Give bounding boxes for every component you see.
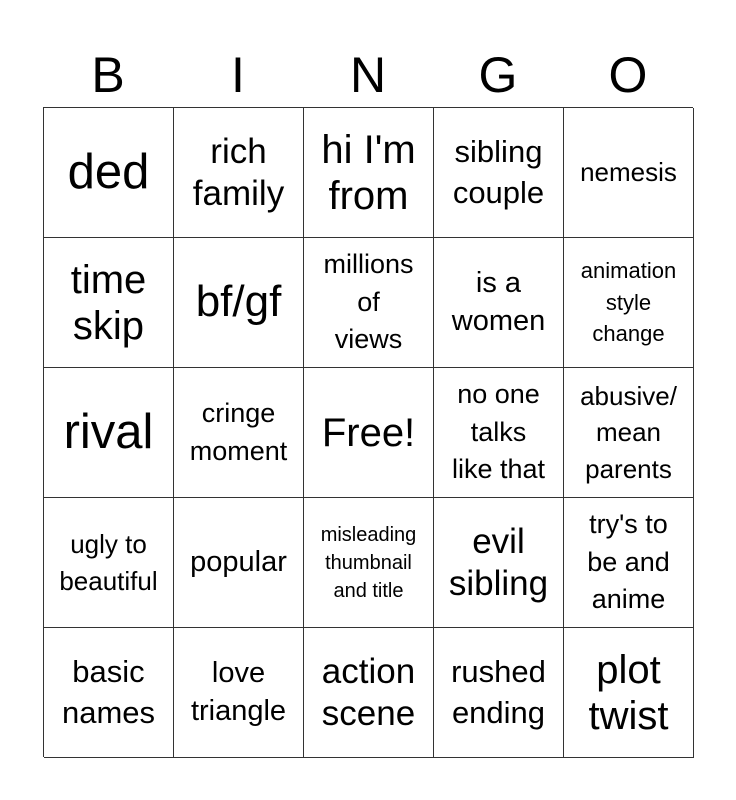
bingo-cell-r2c5[interactable] (564, 238, 694, 368)
bingo-cell-r5c3[interactable] (304, 628, 434, 758)
bingo-cell-r1c4[interactable] (434, 108, 564, 238)
bingo-cell-r2c2[interactable] (174, 238, 304, 368)
bingo-cell-r3c4[interactable] (434, 368, 564, 498)
bingo-cell-r1c1[interactable] (44, 108, 174, 238)
bingo-cell-r2c3[interactable] (304, 238, 434, 368)
bingo-cell-r3c2[interactable] (174, 368, 304, 498)
bingo-cell-r4c3[interactable] (304, 498, 434, 628)
cell-text: ded (67, 145, 150, 200)
cell-text: animation style change (580, 257, 677, 347)
cell-text: cringe moment (189, 397, 288, 466)
cell-text: is a women (451, 266, 546, 337)
bingo-grid (43, 107, 693, 757)
cell-text: bf/gf (195, 277, 282, 327)
bingo-cell-r5c5[interactable] (564, 628, 694, 758)
cell-text: sibling couple (452, 134, 545, 210)
cell-text: rushed ending (451, 654, 546, 730)
bingo-cell-r5c1[interactable] (44, 628, 174, 758)
header-letter-o: O (608, 47, 648, 103)
cell-text: plot twist (588, 647, 669, 738)
bingo-cell-r4c2[interactable] (174, 498, 304, 628)
free-space-text: Free! (321, 410, 416, 455)
header-letter-n: N (349, 47, 387, 103)
cell-text: abusive/ mean parents (580, 380, 677, 484)
cell-text: love triangle (190, 656, 287, 727)
cell-text: action scene (321, 651, 416, 733)
cell-text: ugly to beautiful (59, 529, 158, 596)
cell-text: misleading thumbnail and title (320, 523, 417, 602)
cell-text: try's to be and anime (587, 508, 670, 615)
bingo-cell-r3c3[interactable] (304, 368, 434, 498)
header-letter-g: G (478, 47, 518, 103)
bingo-cell-r2c4[interactable] (434, 238, 564, 368)
cell-text: evil sibling (448, 521, 549, 603)
cell-text: popular (190, 545, 287, 578)
cell-text: rich family (192, 131, 285, 213)
bingo-cell-r1c3[interactable] (304, 108, 434, 238)
cell-text: basic names (61, 654, 156, 730)
cell-text: millions of views (323, 248, 414, 355)
bingo-cell-r5c2[interactable] (174, 628, 304, 758)
bingo-cell-r3c5[interactable] (564, 368, 694, 498)
cell-text: no one talks like that (451, 378, 546, 485)
cell-text: rival (63, 405, 154, 460)
header-letter-b: B (91, 47, 125, 103)
cell-text: hi I'm from (321, 127, 416, 218)
cell-text: time skip (70, 257, 147, 348)
bingo-cell-r4c1[interactable] (44, 498, 174, 628)
bingo-header (43, 44, 693, 106)
bingo-cell-r3c1[interactable] (44, 368, 174, 498)
cell-text: nemesis (580, 157, 677, 188)
bingo-cell-r1c5[interactable] (564, 108, 694, 238)
bingo-cell-r2c1[interactable] (44, 238, 174, 368)
header-letter-i: I (231, 47, 245, 103)
bingo-cell-r5c4[interactable] (434, 628, 564, 758)
bingo-cell-r1c2[interactable] (174, 108, 304, 238)
bingo-cell-r4c5[interactable] (564, 498, 694, 628)
bingo-cell-r4c4[interactable] (434, 498, 564, 628)
